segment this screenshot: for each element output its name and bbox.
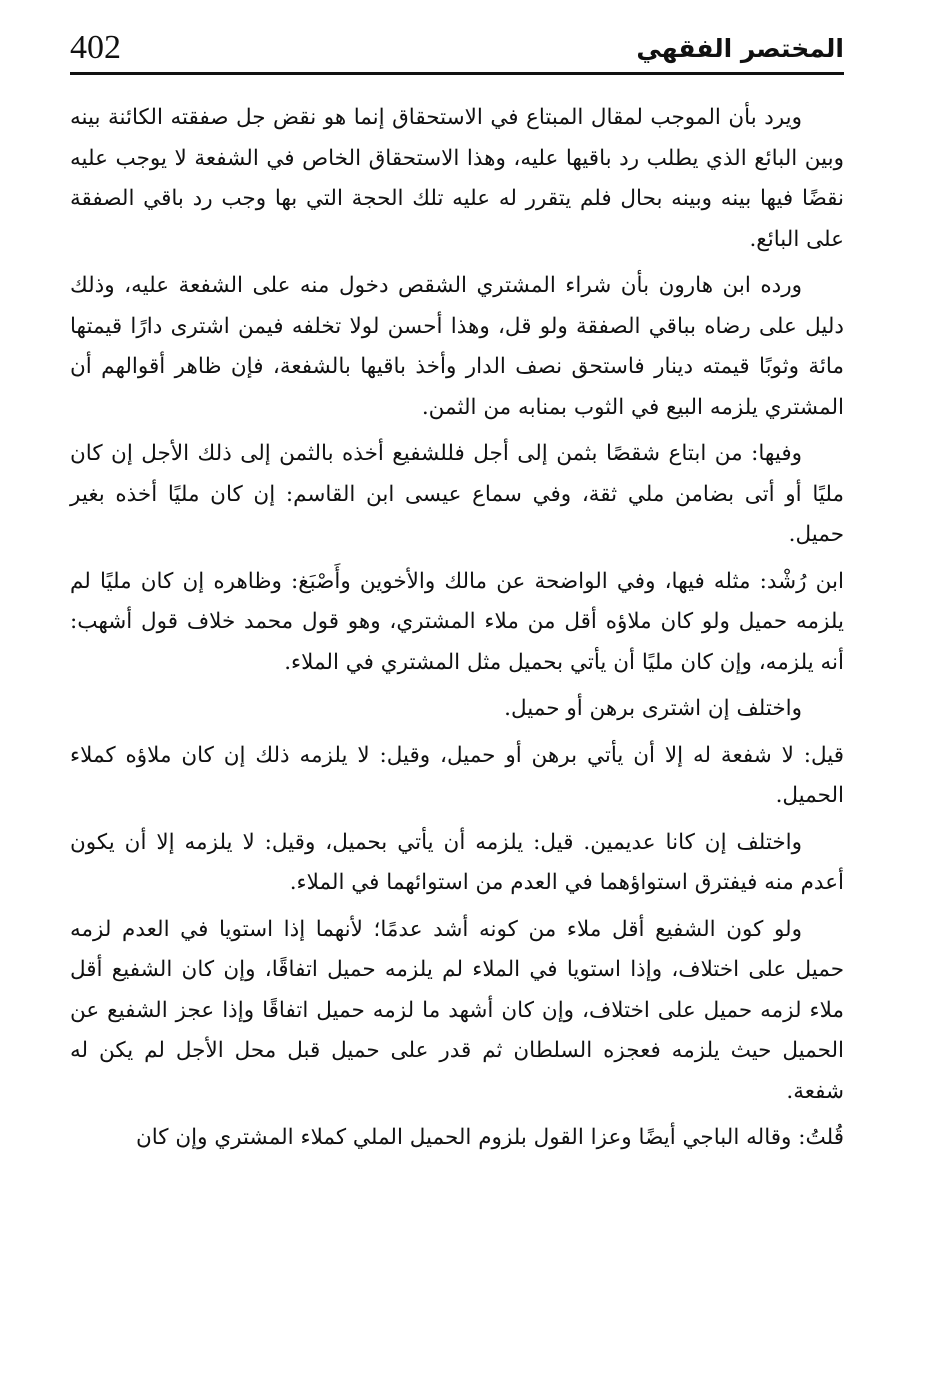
paragraph-5: واختلف إن اشترى برهن أو حميل. [504, 696, 802, 721]
paragraph-2: ورده ابن هارون بأن شراء المشتري الشقص دخول منه على الشفعة عليه، وذلك دليل على رضاه بباقي الصفقة ولو قل، وهذا أحسن لولا تخلفه فيمن اشترى دارًا قيمتها مائة وثوبًا قيمته دينار فاستحق نصف الدار وأخذ باقيها بالشفعة، فإن ظاهر أقوالهم أن المشتري يلزمه البيع في الثوب بمنابه من الثمن. [70, 273, 844, 420]
paragraph-6: قيل: لا شفعة له إلا أن يأتي برهن أو حميل، وقيل: لا يلزمه ذلك إن كان ملاؤه كملاء الحميل. [70, 742, 844, 808]
paragraph-3: وفيها: من ابتاع شقصًا بثمن إلى أجل فللشفيع أخذه بالثمن إلى ذلك الأجل إن كان مليًا أو أتى بضامن ملي ثقة، وفي سماع عيسى ابن القاسم: إن كان مليًا أخذه بغير حميل. [70, 441, 844, 547]
page-number: 402 [70, 29, 121, 66]
page-header [70, 28, 844, 72]
paragraph-8: ولو كون الشفيع أقل ملاء من كونه أشد عدمًا؛ لأنهما إذا استويا في العدم لزمه حميل على اختلاف، وإذا استويا في الملاء لم يلزمه حميل اتفاقًا، وإن كان الشفيع أقل ملاء لزمه حميل على اختلاف، وإن كان أشهد ما لزمه حميل اتفاقًا وإذا عجز الشفيع عن الحميل حيث يلزمه فعجزه السلطان ثم قدر على حميل قبل محل الأجل لم يكن له شفعة. [70, 916, 844, 1104]
body-text [70, 98, 844, 1159]
paragraph-9: قُلتُ: وقاله الباجي أيضًا وعزا القول بلزوم الحميل الملي كملاء المشتري وإن كان [135, 1125, 844, 1150]
paragraph-4: ابن رُشْد: مثله فيها، وفي الواضحة عن مالك والأخوين وأَصْبَغ: وظاهره إن كان مليًا لم يلزمه حميل ولو كان ملاؤه أقل من ملاء المشتري، وهو قول محمد خلاف قول أشهب: أنه يلزمه، وإن كان مليًا أن يأتي بحميل مثل المشتري في الملاء. [70, 568, 844, 675]
header-divider [70, 72, 844, 75]
running-title: المختصر الفقهي [636, 34, 844, 63]
paragraph-7: واختلف إن كانا عديمين. قيل: يلزمه أن يأتي بحميل، وقيل: لا يلزمه إلا أن يكون أعدم منه فيفترق استواؤهما في العدم من استوائهما في الملاء. [70, 829, 844, 895]
paragraph-1: ويرد بأن الموجب لمقال المبتاع في الاستحقاق إنما هو نقض جل صفقته الكائنة بينه وبين البائع الذي يطلب رد باقيها عليه، وهذا الاستحقاق الخاص في الشفعة لا يوجب عليه نقضًا فيها بينه وبينه بحال فلم يتقرر له عليه تلك الحجة التي بها وجب رد باقي الصفقة على البائع. [70, 105, 844, 252]
